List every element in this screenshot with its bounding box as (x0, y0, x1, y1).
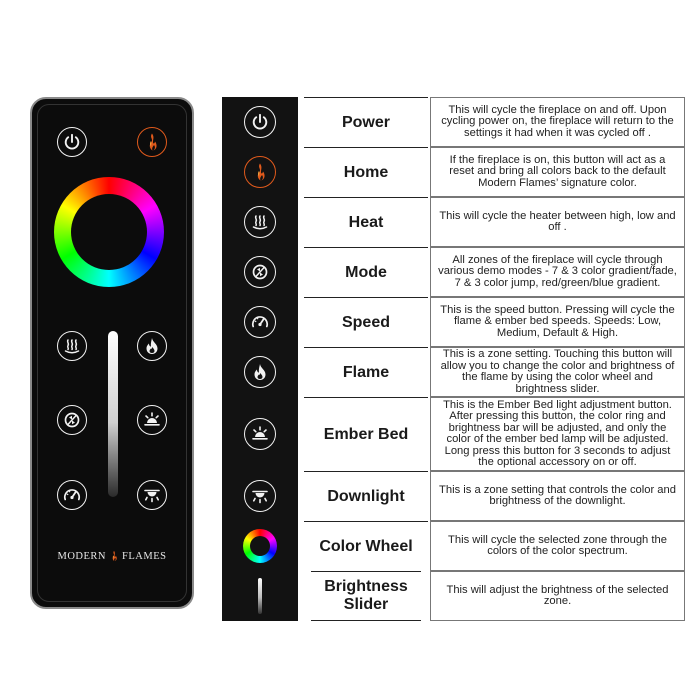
remote-mode-button[interactable] (57, 405, 87, 435)
button-description: This will adjust the brightness of the selected zone. (430, 571, 685, 621)
icon-cell (222, 571, 298, 621)
table-row (222, 147, 685, 197)
brand-left-text: MODERN (57, 550, 107, 562)
color-wheel-icon (243, 529, 277, 563)
button-name: Heat (304, 197, 428, 247)
button-name: Color Wheel (304, 521, 428, 571)
button-description: This will cycle the fireplace on and off. Upon cycling power on, the fireplace will return to the settings it had when it was cycled off . (430, 97, 685, 147)
table-row (222, 97, 685, 147)
table-row (222, 297, 685, 347)
table-row (222, 347, 685, 397)
remote-downlight-button[interactable] (137, 480, 167, 510)
table-row (222, 521, 685, 571)
button-description: This will cycle the selected zone through the colors of the color spectrum. (430, 521, 685, 571)
button-name: Speed (304, 297, 428, 347)
power-icon (250, 112, 270, 132)
mode-icon (250, 262, 270, 282)
downlight-icon (142, 485, 162, 505)
table-row (222, 397, 685, 471)
brand-logo (32, 546, 192, 566)
power-icon (62, 132, 82, 152)
remote-control (30, 97, 194, 609)
flame-icon (142, 336, 162, 356)
icon-cell (222, 347, 298, 397)
button-description: This is a zone setting. Touching this button will allow you to change the color and brightness of the flame by using the color wheel and brightness slider. (430, 347, 685, 397)
flame-logo-icon (250, 162, 270, 182)
downlight-icon (250, 486, 270, 506)
icon-cell (222, 521, 298, 571)
button-description: This is the Ember Bed light adjustment button. After pressing this button, the color ring and brightness bar will be adjusted, and only the color of the ember bed lamp will be adjusted. Long press this button for 3 seconds to adjust the optional accessory on or off. (430, 397, 685, 471)
button-name: Home (304, 147, 428, 197)
icon-cell (222, 147, 298, 197)
remote-heat-button[interactable] (57, 331, 87, 361)
button-name: Mode (304, 247, 428, 297)
button-name: Power (304, 97, 428, 147)
remote-ember-bed-button[interactable] (137, 405, 167, 435)
flame-logo-icon (108, 546, 120, 566)
flame-icon (250, 362, 270, 382)
brightness-slider-icon (258, 578, 262, 614)
remote-color-wheel[interactable] (54, 177, 164, 287)
remote-power-button[interactable] (57, 127, 87, 157)
button-description: If the fireplace is on, this button will act as a reset and bring all colors back to the default Modern Flames’ signature color. (430, 147, 685, 197)
button-description: This is a zone setting that controls the color and brightness of the downlight. (430, 471, 685, 521)
table-row (222, 247, 685, 297)
remote-home-button[interactable] (137, 127, 167, 157)
icon-cell (222, 397, 298, 471)
flame-logo-icon (142, 132, 162, 152)
speedometer-icon (250, 312, 270, 332)
remote-speed-button[interactable] (57, 480, 87, 510)
remote-flame-button[interactable] (137, 331, 167, 361)
icon-cell (222, 97, 298, 147)
button-name: Ember Bed (304, 397, 428, 471)
button-name: Downlight (304, 471, 428, 521)
heat-icon (250, 212, 270, 232)
remote-brightness-slider[interactable] (108, 331, 118, 497)
table-row (222, 571, 685, 621)
button-name: Flame (304, 347, 428, 397)
ember-bed-icon (142, 410, 162, 430)
button-description: This is the speed button. Pressing will cycle the flame & ember bed speeds. Speeds: Low, Medium, Default & High. (430, 297, 685, 347)
heat-icon (62, 336, 82, 356)
table-row (222, 197, 685, 247)
speedometer-icon (62, 485, 82, 505)
icon-cell (222, 197, 298, 247)
icon-cell (222, 247, 298, 297)
button-description: All zones of the fireplace will cycle through various demo modes - 7 & 3 color gradient/fade, 7 & 3 color jump, red/green/blue gradient. (430, 247, 685, 297)
mode-icon (62, 410, 82, 430)
icon-cell (222, 297, 298, 347)
brand-right-text: FLAMES (122, 550, 167, 562)
table-row (222, 471, 685, 521)
ember-bed-icon (250, 424, 270, 444)
button-name: Brightness Slider (311, 571, 421, 621)
icon-cell (222, 471, 298, 521)
button-description: This will cycle the heater between high, low and off . (430, 197, 685, 247)
